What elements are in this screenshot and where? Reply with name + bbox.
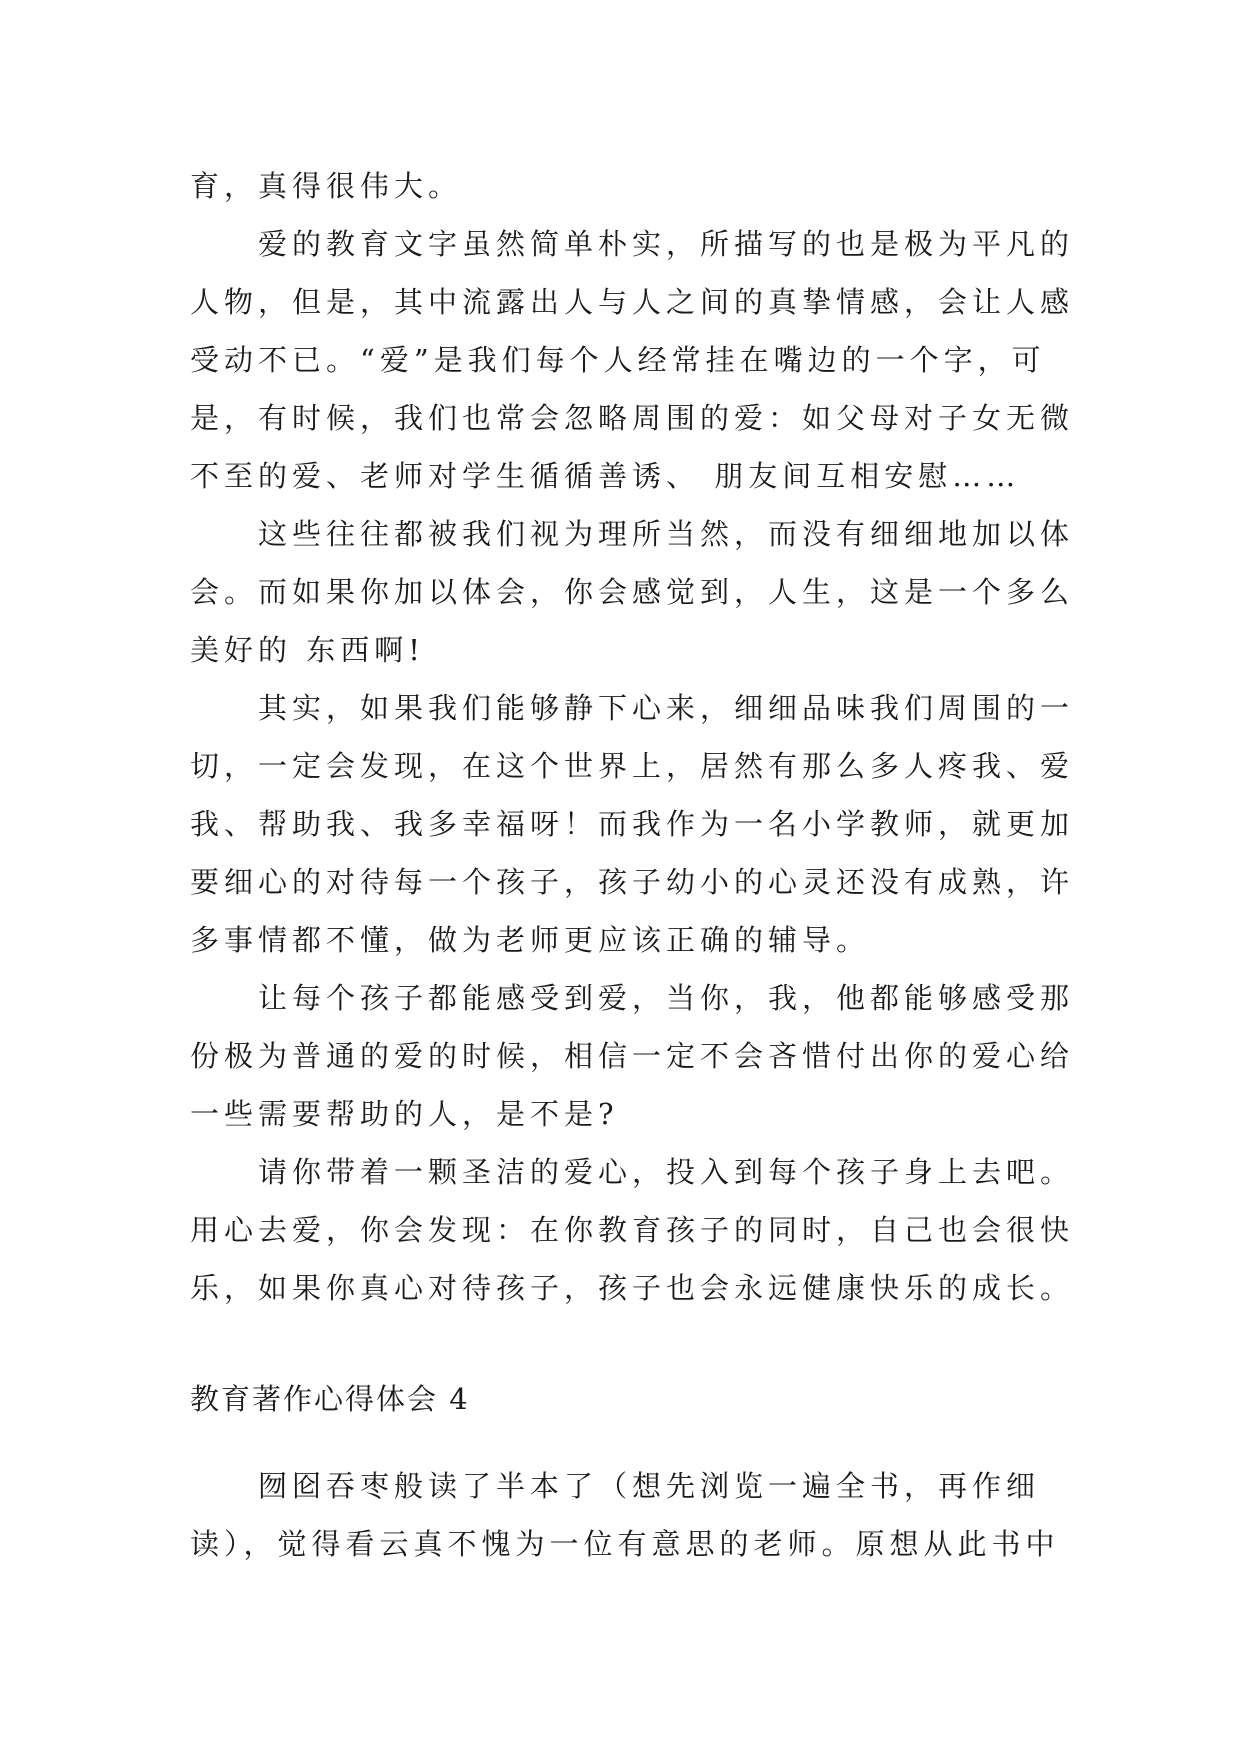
text-line: 要细心的对待每一个孩子，孩子幼小的心灵还没有成熟，许: [190, 865, 1075, 899]
text-line: 我、帮助我、我多幸福呀！而我作为一名小学教师，就更加: [190, 807, 1075, 841]
text-line: 读），觉得看云真不愧为一位有意思的老师。原想从此书中: [190, 1527, 1060, 1561]
text-line: 会。而如果你加以体会，你会感觉到，人生，这是一个多么: [190, 575, 1075, 609]
text-line: 用心去爱，你会发现：在你教育孩子的同时，自己也会很快: [190, 1213, 1075, 1247]
text-line: 请你带着一颗圣洁的爱心，投入到每个孩子身上去吧。: [258, 1155, 1075, 1189]
text-line: 切，一定会发现，在这个世界上，居然有那么多人疼我、爱: [190, 749, 1075, 783]
text-line: 受动不已。“爱”是我们每个人经常挂在嘴边的一个字，可: [190, 343, 1046, 377]
text-line: 让每个孩子都能感受到爱，当你，我，他都能够感受那: [258, 981, 1075, 1015]
body-text-section-1: [190, 157, 1075, 1317]
body-text-section-2: [190, 1457, 1070, 1573]
text-line: 乐，如果你真心对待孩子，孩子也会永远健康快乐的成长。: [190, 1271, 1075, 1305]
section-heading: 教育著作心得体会 4: [190, 1382, 470, 1416]
text-line: 爱的教育文字虽然简单朴实，所描写的也是极为平凡的: [258, 227, 1075, 261]
text-line: 育，真得很伟大。: [190, 169, 463, 203]
text-line: 是，有时候，我们也常会忽略周围的爱：如父母对子女无微: [190, 401, 1075, 435]
text-line: 份极为普通的爱的时候，相信一定不会吝惜付出你的爱心给: [190, 1039, 1075, 1073]
text-line: 一些需要帮助的人，是不是?: [190, 1097, 619, 1131]
text-line: 不至的爱、老师对学生循循善诱、 朋友间互相安慰……: [190, 459, 1021, 493]
text-line: 这些往往都被我们视为理所当然，而没有细细地加以体: [258, 517, 1075, 551]
text-line: 美好的 东西啊!: [190, 633, 425, 667]
text-line: 其实，如果我们能够静下心来，细细品味我们周围的一: [258, 691, 1075, 725]
text-line: 囫囵吞枣般读了半本了（想先浏览一遍全书，再作细: [258, 1469, 1041, 1503]
text-line: 人物，但是，其中流露出人与人之间的真挚情感，会让人感: [190, 285, 1075, 319]
text-line: 多事情都不懂，做为老师更应该正确的辅导。: [190, 923, 871, 957]
